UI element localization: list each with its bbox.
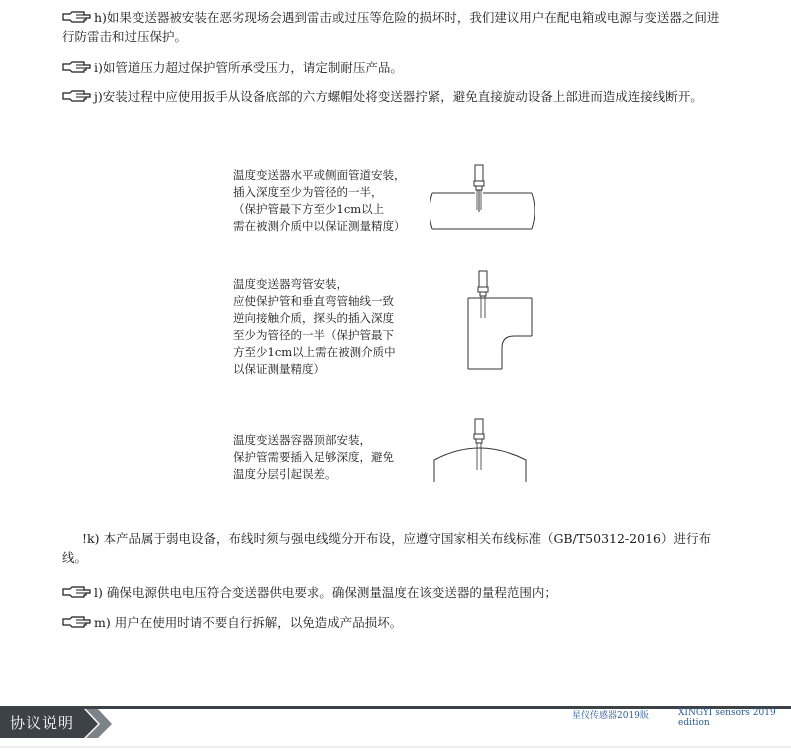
vessel-install-caption: 温度变送器容器顶部安装， 保护管需要插入足够深度，避免 温度分层引起误差。 bbox=[233, 433, 394, 481]
pointing-hand-icon bbox=[62, 61, 92, 74]
footer-bar bbox=[0, 706, 791, 752]
paragraph-i bbox=[62, 58, 722, 77]
paragraph-l bbox=[62, 583, 722, 602]
paragraph-k bbox=[62, 529, 722, 567]
pointing-hand-icon bbox=[62, 90, 92, 103]
paragraph-l-text: l) 确保电源供电电压符合变送器供电要求。确保测量温度在该变送器的量程范围内； bbox=[94, 585, 557, 600]
pointing-hand-icon bbox=[62, 586, 92, 599]
pointing-hand-icon bbox=[62, 11, 92, 24]
vessel-top-diagram bbox=[430, 416, 530, 486]
footer-title: 协议说明 bbox=[10, 714, 75, 732]
paragraph-m bbox=[62, 613, 722, 632]
elbow-pipe-diagram bbox=[460, 266, 535, 372]
pointing-hand-icon bbox=[62, 616, 92, 629]
horizontal-install-caption: 温度变送器水平或侧面管道安装， 插入深度至少为管径的一半， （保护管最下方至少1cm以上 需在被测介质中以保证测量精度） bbox=[233, 168, 406, 233]
paragraph-j-text: j)安装过程中应使用扳手从设备底部的六方螺帽处将变送器拧紧，避免直接旋动设备上部进而造成连接线断开。 bbox=[94, 89, 703, 104]
footer-edition-cn: 星仪传感器2019版 bbox=[572, 711, 649, 721]
horizontal-pipe-diagram bbox=[430, 160, 535, 238]
elbow-install-caption: 温度变送器弯管安装， 应使保护管和垂直弯管轴线一致 逆向接触介质，探头的插入深度 至少为管径的一半（保护管最下 方至少1cm以上需在被测介质中 以保证测量精度） bbox=[233, 277, 396, 376]
paragraph-k-text: !k) 本产品属于弱电设备，布线时须与强电线缆分开布设，应遵守国家相关布线标准（GB/T50312-2016）进行布线。 bbox=[62, 531, 711, 565]
paragraph-m-text: m) 用户在使用时请不要自行拆解，以免造成产品损坏。 bbox=[94, 615, 403, 630]
footer-edition-en: XINGYI sensors 2019 edition bbox=[678, 708, 776, 728]
paragraph-i-text: i)如管道压力超过保护管所承受压力，请定制耐压产品。 bbox=[94, 60, 403, 75]
paragraph-h bbox=[62, 8, 722, 46]
paragraph-j bbox=[62, 87, 722, 106]
paragraph-h-text: h)如果变送器被安装在恶劣现场会遇到雷击或过压等危险的损坏时，我们建议用户在配电箱或电源与变送器之间进行防雷击和过压保护。 bbox=[62, 10, 720, 44]
